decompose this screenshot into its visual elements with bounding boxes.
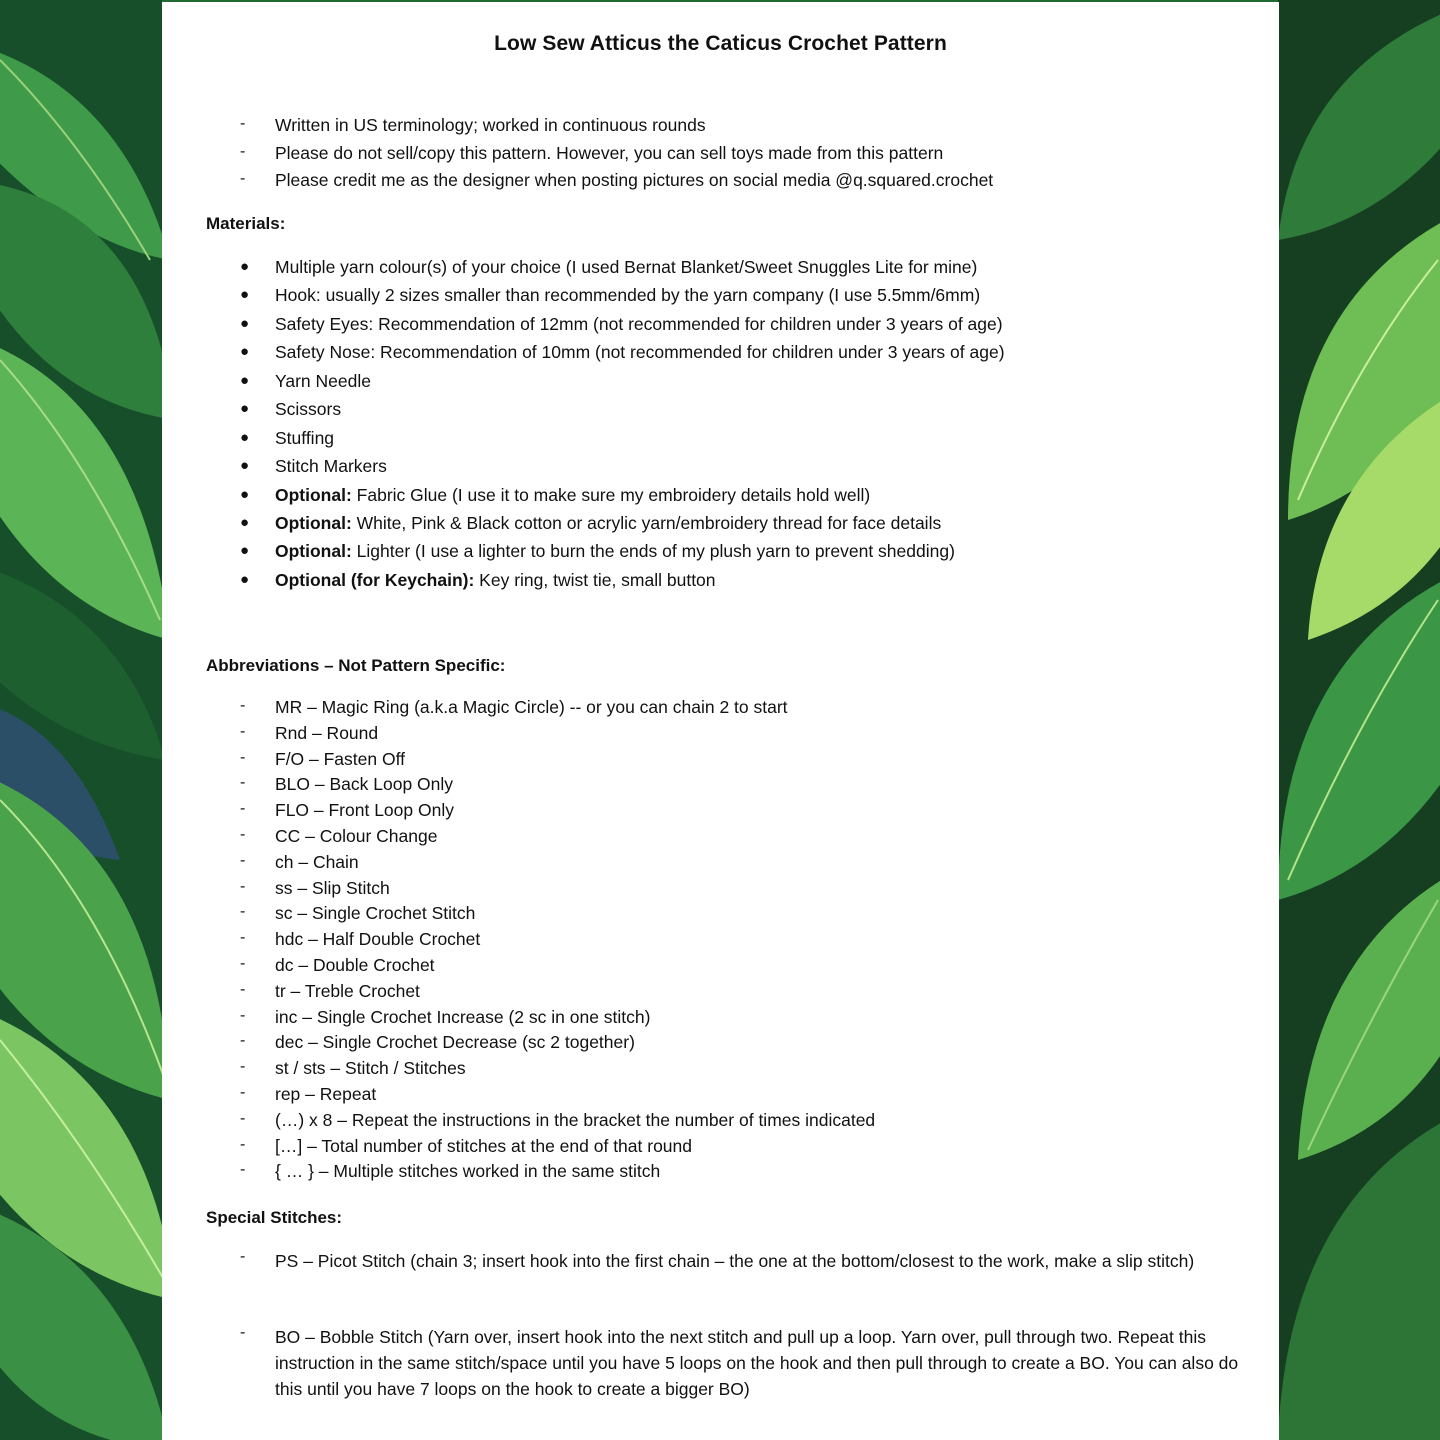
dash-marker: - [240,722,246,740]
bullet-marker: ● [240,314,250,332]
background-leaves-right [1278,0,1440,1440]
abbreviation-item: - rep – Repeat [240,1083,377,1104]
material-item: ● Optional (for Keychain): Key ring, twist tie, small button [240,569,716,590]
dash-marker: - [240,903,246,921]
abbreviation-item: - ss – Slip Stitch [240,877,390,898]
material-item: ● Safety Eyes: Recommendation of 12mm (not recommended for children under 3 years of age) [240,313,1003,334]
bullet-marker: ● [240,286,250,304]
dash-marker: - [240,851,246,869]
abbreviation-item: - { … } – Multiple stitches worked in the same stitch [240,1161,661,1182]
bullet-marker: ● [240,570,250,588]
material-item: ● Hook: usually 2 sizes smaller than recommended by the yarn company (I use 5.5mm/6mm) [240,285,981,306]
background-leaves-left [0,0,162,1440]
bullet-marker: ● [240,485,250,503]
bullet-marker: ● [240,371,250,389]
special-stitch-item: - PS – Picot Stitch (chain 3; insert hook into the first chain – the one at the bottom/closest to the work, make a slip stitch) [240,1248,1195,1271]
abbreviation-item: - ch – Chain [240,851,359,872]
dash-marker: - [240,825,246,843]
abbreviation-item: - dec – Single Crochet Decrease (sc 2 together) [240,1032,635,1053]
dash-marker: - [240,1135,246,1153]
dash-marker: - [240,980,246,998]
materials-heading: Materials: [206,214,286,233]
abbreviation-item: - BLO – Back Loop Only [240,774,454,795]
abbreviation-item: - CC – Colour Change [240,825,438,846]
bullet-marker: ● [240,258,250,275]
bullet-marker: ● [240,542,250,560]
dash-marker: - [240,697,246,714]
material-item: ● Stuffing [240,427,335,448]
abbreviation-item: - FLO – Front Loop Only [240,800,454,821]
dash-marker: - [240,774,246,792]
dash-marker: - [240,800,246,818]
material-item: ● Optional: Fabric Glue (I use it to make sure my embroidery details hold well) [240,484,871,505]
bullet-marker: ● [240,343,250,361]
material-item: ● Yarn Needle [240,370,371,391]
material-item: ● Safety Nose: Recommendation of 10mm (not recommended for children under 3 years of age) [240,342,1005,363]
bullet-marker: ● [240,428,250,446]
abbreviation-item: - […] – Total number of stitches at the end of that round [240,1135,693,1156]
material-item: ● Multiple yarn colour(s) of your choice (I used Bernat Blanket/Sweet Snuggles Lite for mine) [240,257,978,277]
dash-marker: - [240,1248,246,1265]
abbreviation-item: - inc – Single Crochet Increase (2 sc in one stitch) [240,1006,651,1027]
leaf-pattern-left [0,0,162,1440]
materials-list [162,257,1279,598]
abbreviation-item: - sc – Single Crochet Stitch [240,903,476,924]
intro-note: - Please do not sell/copy this pattern. However, you can sell toys made from this pattern [240,142,944,163]
abbreviation-item: - F/O – Fasten Off [240,748,406,769]
dash-marker: - [240,748,246,766]
abbreviation-item: - Rnd – Round [240,722,379,743]
dash-marker: - [240,954,246,972]
abbreviations-list [162,697,1279,1187]
bullet-marker: ● [240,400,250,418]
intro-note: - Please credit me as the designer when posting pictures on social media @q.squared.crochet [240,170,994,191]
intro-note: - Written in US terminology; worked in continuous rounds [240,115,706,135]
dash-marker: - [240,929,246,947]
abbreviation-item: - dc – Double Crochet [240,954,435,975]
dash-marker: - [240,142,246,160]
dash-marker: - [240,877,246,895]
bullet-marker: ● [240,513,250,531]
abbreviations-heading: Abbreviations – Not Pattern Specific: [206,656,506,675]
material-item: ● Scissors [240,399,342,420]
document-title: Low Sew Atticus the Caticus Crochet Pattern [494,32,947,55]
pattern-document [162,2,1279,1440]
material-item: ● Stitch Markers [240,456,387,477]
material-item: ● Optional: Lighter (I use a lighter to burn the ends of my plush yarn to prevent shedding) [240,541,955,562]
dash-marker: - [240,1083,246,1101]
dash-marker: - [240,1058,246,1076]
dash-marker: - [240,115,246,132]
leaf-pattern-right [1278,0,1440,1440]
dash-marker: - [240,1109,246,1127]
dash-marker: - [240,170,246,188]
special-stitches-list [162,1248,1279,1404]
material-item: ● Optional: White, Pink & Black cotton or acrylic yarn/embroidery thread for face details [240,512,942,533]
dash-marker: - [240,1006,246,1024]
special-stitch-item: - BO – Bobble Stitch (Yarn over, insert hook into the next stitch and pull up a loop. Yarn over, pull through two. Repeat this instruction in the same stitch/space until you have 5 loops on the hook and then pull through to create a BO. You can also do this until you have 7 loops on the hook to create a bigger BO) [240,1324,1239,1399]
intro-notes-list [162,115,1279,198]
abbreviation-item: - (…) x 8 – Repeat the instructions in the bracket the number of times indicated [240,1109,876,1130]
dash-marker: - [240,1324,246,1341]
abbreviation-item: - hdc – Half Double Crochet [240,929,481,950]
abbreviation-item: - st / sts – Stitch / Stitches [240,1058,466,1079]
bullet-marker: ● [240,457,250,475]
dash-marker: - [240,1032,246,1050]
special-stitches-heading: Special Stitches: [206,1208,343,1227]
abbreviation-item: - MR – Magic Ring (a.k.a Magic Circle) -- or you can chain 2 to start [240,697,788,717]
abbreviation-item: - tr – Treble Crochet [240,980,420,1001]
dash-marker: - [240,1161,246,1179]
